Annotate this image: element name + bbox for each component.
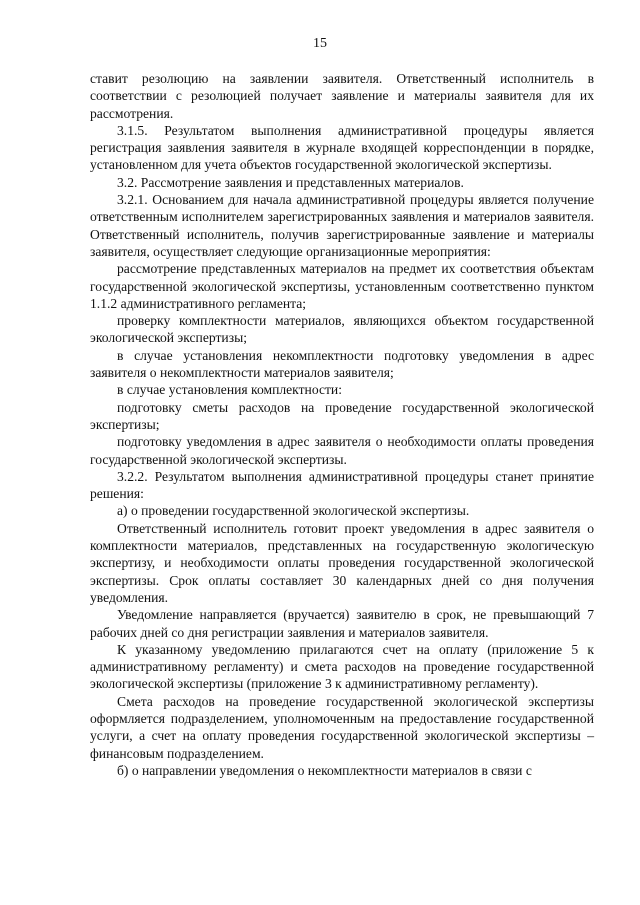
list-item: в случае установления некомплектности подготовку уведомления в адрес заявителя о некомплектности материалов заявителя; <box>90 347 594 381</box>
paragraph: а) о проведении государственной экологической экспертизы. <box>117 503 470 519</box>
paragraph: б) о направлении уведомления о некомплектности материалов в связи с <box>117 762 532 778</box>
list-item: в случае установления комплектности: <box>117 382 342 398</box>
list-item: рассмотрение представленных материалов на предмет их соответствия объектам государственной экологической экспертизы, установленным соответственно пунктом 1.1.2 административного регламента; <box>90 261 594 311</box>
paragraph: 3.2.1. Основанием для начала административной процедуры является получение ответственным исполнителем зарегистрированных заявления и материалов заявителя. Ответственный исполнитель, получив зарегистрированные заявление и материалы заявителя, осуществляет следующие организационные мероприятия: <box>90 192 594 259</box>
list-item: подготовку сметы расходов на проведение государственной экологической экспертизы; <box>90 399 594 432</box>
list-item: подготовку уведомления в адрес заявителя о необходимости оплаты проведения государственной экологической экспертизы. <box>90 434 594 467</box>
section-heading: 3.2. Рассмотрение заявления и представленных материалов. <box>117 174 464 190</box>
paragraph: Смета расходов на проведение государственной экологической экспертизы оформляется подразделением, уполномоченным на предоставление государственной услуги, а счет на оплату проведения государственной экологической экспертизы – финансовым подразделением. <box>90 693 594 761</box>
paragraph: Ответственный исполнитель готовит проект уведомления в адрес заявителя о комплектности материалов, представленных на государственную экологическую экспертизу, и необходимости оплаты проведения государственной экологической экспертизы. Срок оплаты составляет 30 календарных дней со дня получения уведомления. <box>90 520 594 605</box>
paragraph: Уведомление направляется (вручается) заявителю в срок, не превышающий 7 рабочих дней со дня регистрации заявления и материалов заявителя. <box>90 607 594 640</box>
page-number: 15 <box>313 36 327 51</box>
paragraph: ставит резолюцию на заявлении заявителя. Ответственный исполнитель в соответствии с резолюцией получает заявление и материалы заявителя для их рассмотрения. <box>90 71 594 121</box>
paragraph: 3.1.5. Результатом выполнения административной процедуры является регистрация заявления заявителя в журнале входящей корреспонденции в порядке, установленном для учета объектов государственной экологической экспертизы. <box>90 122 594 173</box>
paragraph: К указанному уведомлению прилагаются счет на оплату (приложение 5 к административному регламенту) и смета расходов на проведение государственной экологической экспертизы (приложение 3 к административному регламенту). <box>90 641 594 692</box>
document-body <box>90 70 594 779</box>
paragraph: 3.2.2. Результатом выполнения административной процедуры станет принятие решения: <box>90 468 594 502</box>
list-item: проверку комплектности материалов, являющихся объектом государственной экологической экспертизы; <box>90 313 594 346</box>
